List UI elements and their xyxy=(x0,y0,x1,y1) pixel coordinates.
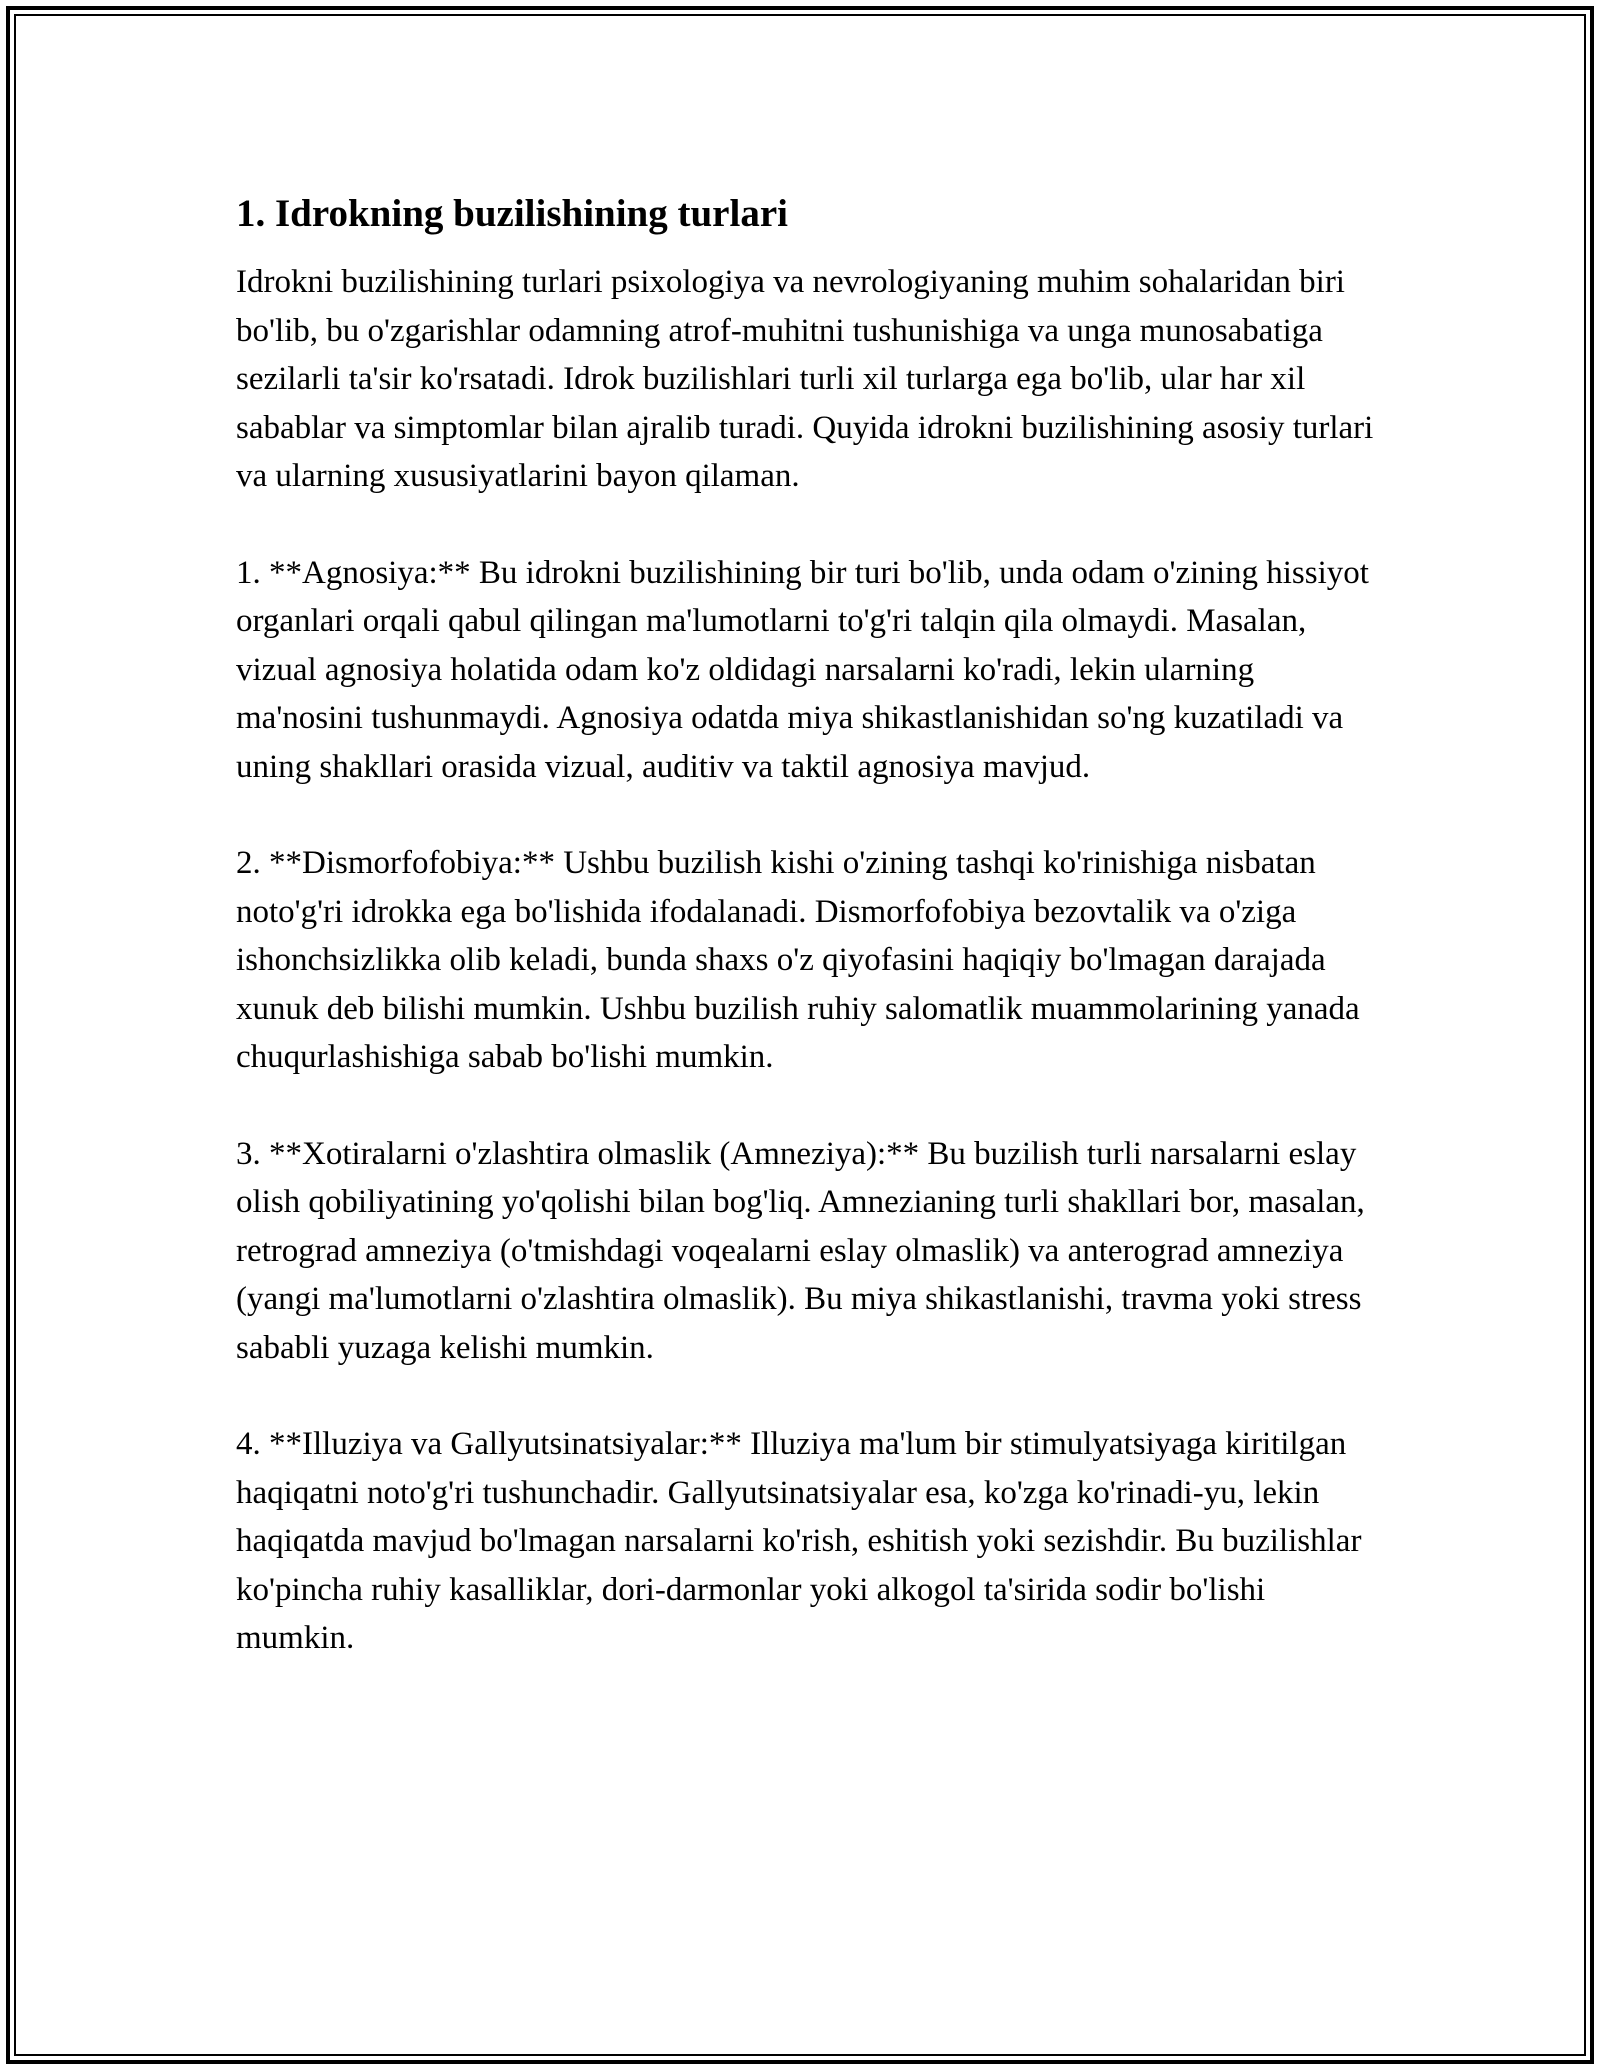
paragraph-illuziya: 4. **Illuziya va Gallyutsinatsiyalar:** Illuziya ma'lum bir stimulyatsiyaga kiritilgan haqiqatni noto'g'ri tushunchadir. Gallyutsinatsiyalar esa, ko'zga ko'rinadi-yu, lekin haqiqatda mavjud bo'lmagan narsalarni ko'rish, eshitish yoki sezishdir. Bu buzilishlar ko'pincha ruhiy kasalliklar, dori-darmonlar yoki alkogol ta'sirida sodir bo'lishi mumkin. xyxy=(236,1426,1362,1656)
section-heading: 1. Idrokning buzilishining turlari xyxy=(236,192,788,235)
paragraph-agnosiya: 1. **Agnosiya:** Bu idrokni buzilishining bir turi bo'lib, unda odam o'zining hissiyot organlari orqali qabul qilingan ma'lumotlarni to'g'ri talqin qila olmaydi. Masalan, vizual agnosiya holatida odam ko'z oldidagi narsalarni ko'radi, lekin ularning ma'nosini tushunmaydi. Agnosiya odatda miya shikastlanishidan so'ng kuzatiladi va uning shakllari orasida vizual, auditiv va taktil agnosiya mavjud. xyxy=(236,554,1369,785)
intro-paragraph: Idrokni buzilishining turlari psixologiya va nevrologiyaning muhim sohalaridan biri bo'lib, bu o'zgarishlar odamning atrof-muhitni tushunishiga va unga munosabatiga sezilarli ta'sir ko'rsatadi. Idrok buzilishlari turli xil turlarga ega bo'lib, ular har xil sabablar va simptomlar bilan ajralib turadi. Quyida idrokni buzilishining asosiy turlari va ularning xususiyatlarini bayon qilaman. xyxy=(236,264,1374,494)
paragraph-dismorfofobiya: 2. **Dismorfofobiya:** Ushbu buzilish kishi o'zining tashqi ko'rinishiga nisbatan noto'g'ri idrokka ega bo'lishida ifodalanadi. Dismorfofobiya bezovtalik va o'ziga ishonchsizlikka olib keladi, bunda shaxs o'z qiyofasini haqiqiy bo'lmagan darajada xunuk deb bilishi mumkin. Ushbu buzilish ruhiy salomatlik muammolarining yanada chuqurlashishiga sabab bo'lishi mumkin. xyxy=(236,845,1360,1075)
document-body xyxy=(236,186,1376,1711)
paragraph-amneziya: 3. **Xotiralarni o'zlashtira olmaslik (Amneziya):** Bu buzilish turli narsalarni eslay olish qobiliyatining yo'qolishi bilan bog'liq. Amnezianing turli shakllari bor, masalan, retrograd amneziya (o'tmishdagi voqealarni eslay olmaslik) va anterograd amneziya (yangi ma'lumotlarni o'zlashtira olmaslik). Bu miya shikastlanishi, travma yoki stress sababli yuzaga kelishi mumkin. xyxy=(236,1135,1365,1366)
